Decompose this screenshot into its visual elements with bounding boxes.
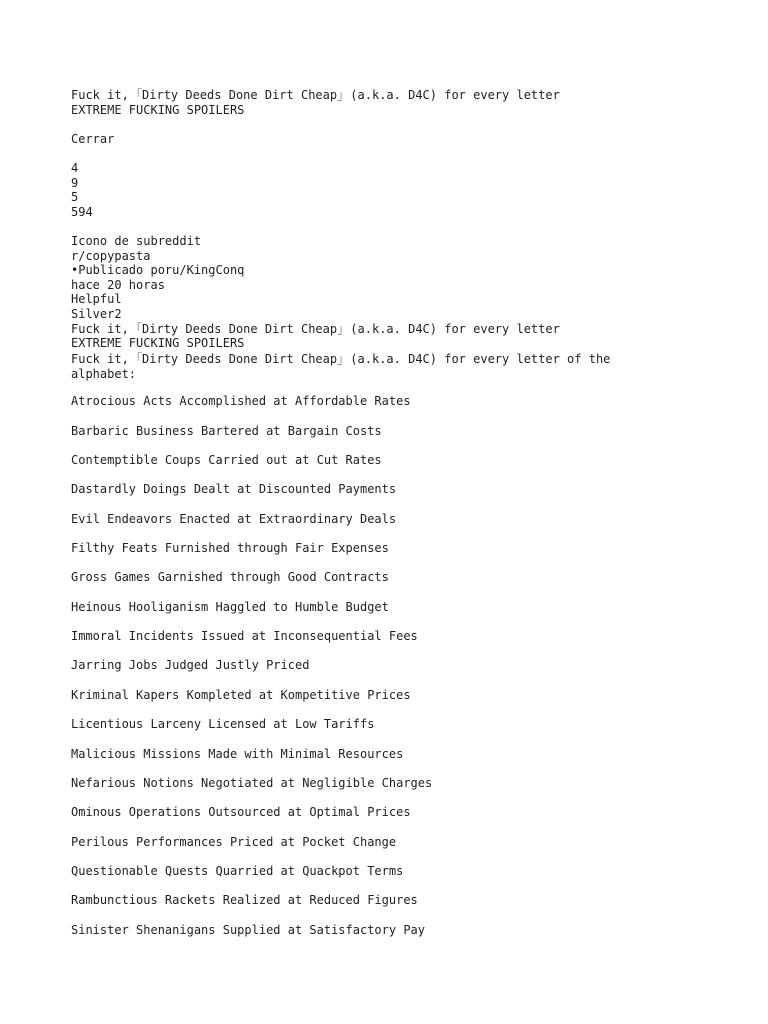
list-item: Kriminal Kapers Kompleted at Kompetitive Prices: [71, 687, 411, 702]
post-flair: EXTREME FUCKING SPOILERS: [71, 336, 245, 351]
list-item: Filthy Feats Furnished through Fair Expenses: [71, 541, 389, 556]
stat-value: 9: [71, 175, 79, 190]
list-item: Jarring Jobs Judged Justly Priced: [71, 658, 310, 673]
close-button[interactable]: Cerrar: [71, 131, 115, 146]
phrase-list: [71, 394, 711, 952]
post-title[interactable]: Fuck it, ｢Dirty Deeds Done Dirt Cheap｣ (a.k.a. D4C) for every letter: [71, 321, 560, 336]
list-item: Rambunctious Rackets Realized at Reduced Figures: [71, 893, 418, 908]
header-flair: EXTREME FUCKING SPOILERS: [71, 102, 245, 117]
list-item: Atrocious Acts Accomplished at Affordable Rates: [71, 394, 411, 409]
posted-by[interactable]: •Publicado poru/KingConq: [71, 263, 245, 278]
award-helpful: Helpful: [71, 292, 122, 307]
list-item: Dastardly Doings Dealt at Discounted Payments: [71, 482, 397, 497]
subreddit-link[interactable]: r/copypasta: [71, 248, 151, 263]
award-silver: Silver2: [71, 306, 122, 321]
post-meta: [71, 234, 711, 322]
stats-block: [71, 161, 711, 219]
list-item: Contemptible Coups Carried out at Cut Rates: [71, 453, 382, 468]
subreddit-icon[interactable]: Icono de subreddit: [71, 233, 202, 248]
list-item: Ominous Operations Outsourced at Optimal Prices: [71, 805, 411, 820]
list-item: Gross Games Garnished through Good Contracts: [71, 570, 389, 585]
spacer: [71, 146, 711, 161]
list-item: Malicious Missions Made with Minimal Resources: [71, 746, 404, 761]
list-item: Perilous Performances Priced at Pocket Change: [71, 834, 397, 849]
vote-count: 594: [71, 204, 93, 219]
stat-value: 5: [71, 190, 79, 205]
stat-value: 4: [71, 160, 79, 175]
post-intro: Fuck it, ｢Dirty Deeds Done Dirt Cheap｣ (a.k.a. D4C) for every letter of the alphabet:: [71, 352, 611, 381]
document-body: [71, 88, 711, 952]
spacer: [71, 219, 711, 234]
list-item: Barbaric Business Bartered at Bargain Costs: [71, 423, 382, 438]
list-item: Licentious Larceny Licensed at Low Tariffs: [71, 717, 375, 732]
list-item: Questionable Quests Quarried at Quackpot Terms: [71, 863, 404, 878]
list-item: Nefarious Notions Negotiated at Negligible Charges: [71, 775, 433, 790]
post-time: hace 20 horas: [71, 277, 165, 292]
list-item: Evil Endeavors Enacted at Extraordinary Deals: [71, 511, 397, 526]
list-item: Sinister Shenanigans Supplied at Satisfactory Pay: [71, 922, 426, 937]
list-item: Heinous Hooliganism Haggled to Humble Budget: [71, 599, 389, 614]
list-item: Immoral Incidents Issued at Inconsequential Fees: [71, 629, 418, 644]
spacer: [71, 117, 711, 132]
header-title: Fuck it, ｢Dirty Deeds Done Dirt Cheap｣ (a.k.a. D4C) for every letter: [71, 88, 560, 102]
